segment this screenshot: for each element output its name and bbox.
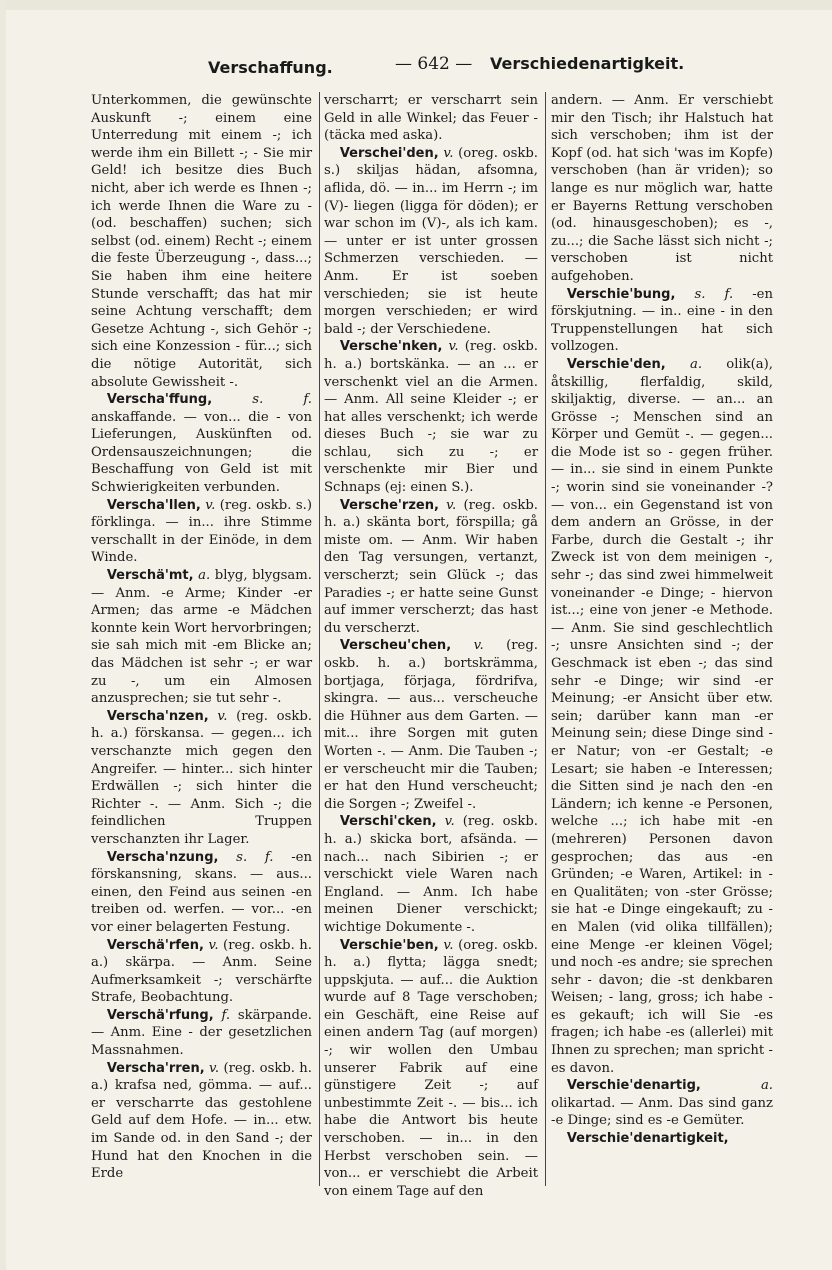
- running-header: [90, 52, 790, 84]
- column-1: [91, 92, 312, 1186]
- dictionary-entry: [91, 937, 312, 1007]
- dictionary-entry: [324, 637, 538, 813]
- headword: Verscha'nzung,: [106, 849, 219, 865]
- definition-text: skärpande. — Anm. Eine - der gesetzlichen Massnahmen.: [91, 1007, 312, 1059]
- definition-text: (reg. oskb. h. a.) bortskrämma, bortjaga, förjaga, fördrifva, skingra. — aus... verscheuche die Hühner aus dem Garten. — mit... ihre Sorgen mit guten Worten -. — Anm. Die Tauben -; er verscheucht mir die Tauben; er hat den Hund verscheucht; die Sorgen -; Zweifel -.: [324, 638, 538, 812]
- column-rule-2: [545, 92, 546, 1186]
- definition-text: (oreg. oskb. s.) skiljas hädan, afsomna, aflida, dö. — in... im Herrn -; im (V)- liegen (ligga för döden); er war schon im (V)-, als ich kam. — unter er ist unter grossen Schmerzen verschieden. — Anm. Er ist soeben verschieden; sie ist heute morgen verschieden; er wird bald -; der Verschiedene.: [324, 145, 538, 337]
- dictionary-entry: [551, 1130, 773, 1148]
- definition-text: (reg. oskb. h. a.) skicka bort, afsända. — nach... nach Sibirien -; er verschickt viele Waren nach England. — Anm. Ich habe meinen Diener verschickt; wichtige Dokumente -.: [324, 814, 538, 935]
- dictionary-entry: [91, 567, 312, 708]
- dictionary-entry: [551, 356, 773, 1077]
- page-top-edge: [0, 0, 832, 10]
- headword: Verscha'nzen,: [106, 708, 209, 724]
- definition-text: olik(a), åtskillig, flerfaldig, skild, skiljaktig, diverse. — an... an Grösse -; Menschen sind an Körper und Gemüt -. — gegen... die Mode ist so - gegen früher. — in... sie sind in einem Punkte -; worin sind sie voneinander -? — von... ein Gegenstand ist von dem andern an Grösse, in der Farbe, durch die Gestalt -; ihr Zweck ist von dem meinigen -, sehr -; das sind zwei himmelweit voneinander -e Dinge; - hiervon ist...; eine von jener -e Methode. — Anm. Sie sind geschlechtlich -; unsre Ansichten sind -; der Geschmack ist eben -; das sind sehr -e Dinge; wir sind -er Meinung; -er Ansicht über etw. sein; darüber kann man -er Meinung sein; diese Dinge sind -er Natur; von -er Gestalt; -e Lesart; sie haben -e Interessen; die Sitten sind je nach den -en Ländern; ich kenne -e Personen, welche ...; ich habe mit -en (mehreren) Personen davon gesprochen; das aus -en Gründen; -e Waren, Artikel: in -en Qualitäten; von -ster Grösse; sie hat -e Dinge eingekauft; zu -en Malen (vid olika tillfällen); eine Menge -er kleinen Vögel; und noch -es andre; sie sprechen sehr - davon; die -st denkbaren Weisen; - lang, gross; ich habe -es gekauft; ich will Sie -es fragen; ich habe -es (allerlei) mit Ihnen zu sprechen; man spricht -es davon.: [551, 356, 773, 1076]
- definition-text: (reg. oskb. h. a.) skärpa. — Anm. Seine Aufmerksamkeit -; verschärfte Strafe, Beobachtung.: [91, 937, 312, 1006]
- definition-text: (reg. oskb. s.) förklinga. — in... ihre Stimme verschallt in der Einöde, in dem Winde.: [91, 497, 312, 566]
- grammar-label: v.: [208, 937, 219, 953]
- grammar-label: v.: [205, 497, 216, 513]
- headword: Verschä'rfung,: [106, 1007, 214, 1023]
- headword: Versche'nken,: [339, 339, 443, 355]
- headword: Versche'rzen,: [339, 497, 439, 513]
- entry-continuation: verscharrt; er verscharrt sein Geld in alle Winkel; das Feuer - (täcka med aska).: [324, 93, 538, 144]
- dictionary-entry: [91, 1060, 312, 1183]
- dictionary-entry: [324, 338, 538, 496]
- headword: Verscha'llen,: [106, 497, 201, 513]
- grammar-label: v.: [443, 937, 454, 953]
- dictionary-entry: [551, 286, 773, 356]
- grammar-label: a.: [760, 1078, 773, 1094]
- grammar-label: v.: [443, 145, 454, 161]
- grammar-label: a.: [198, 568, 211, 584]
- definition-text: (reg. oskb. h. a.) krafsa ned, gömma. — auf... er verscharrte das gestohlene Geld auf dem Hofe. — in... etw. im Sande od. in den Sand -; der Hund hat den Knochen in die Erde: [91, 1060, 312, 1182]
- headword: Verschie'denartigkeit,: [566, 1131, 729, 1147]
- header-right-word: Verschiedenartigkeit.: [490, 54, 685, 73]
- dictionary-entry: [91, 849, 312, 937]
- dictionary-entry: [324, 145, 538, 339]
- definition-text: -en förskansning, skans. — aus... einen, den Feind aus seinen -en treiben od. werfen. — vor... -en vor einer belagerten Festung.: [91, 849, 312, 935]
- headword: Verschie'den,: [566, 356, 666, 372]
- grammar-label: f.: [221, 1007, 231, 1023]
- definition-text: blyg, blygsam. — Anm. -e Arme; Kinder -er Armen; das arme -e Mädchen konnte kein Wort hervorbringen; sie sah mich mit -em Blicke an; das Mädchen ist sehr -; er war zu -, um ein Almosen anzusprechen; sie tut sehr -.: [91, 568, 312, 707]
- dictionary-entry: [91, 391, 312, 497]
- dictionary-entry: [324, 937, 538, 1201]
- grammar-label: s. f.: [236, 849, 274, 865]
- page-left-edge: [0, 0, 6, 1270]
- grammar-label: v.: [448, 339, 459, 355]
- dictionary-entry: [91, 708, 312, 849]
- entry-continuation: andern. — Anm. Er verschiebt mir den Tisch; ihr Halstuch hat sich verschoben; ihm ist der Kopf (od. hat sich 'was im Kopfe) verschoben (han är vriden); so lange es nur möglich war, hatte er Bayerns Rettung verschoben (od. hinausgeschoben); es -, zu...; die Sache lässt sich nicht -; verschoben ist nicht aufgehoben.: [551, 93, 773, 284]
- definition-text: (reg. oskb. h. a.) förskansa. — gegen... ich verschanzte mich gegen den Angreifer. — hinter... sich hinter Erdwällen -; sich hinter die Richter -. — Anm. Sich -; die feindlichen Truppen verschanzten ihr Lager.: [91, 708, 312, 847]
- definition-text: (reg. oskb. h. a.) bortskänka. — an ... er verschenkt viel an die Armen. — Anm. All seine Kleider -; er hat alles verschenkt; ich werde dieses Buch -; sie war zu schlau, sich zu -; er verschenkte mir Bier und Schnaps (ej: einen S.).: [324, 339, 538, 496]
- dictionary-entry: [324, 813, 538, 936]
- grammar-label: v.: [209, 1060, 220, 1076]
- grammar-label: v.: [217, 708, 228, 724]
- entry-continuation: Unterkommen, die gewünschte Auskunft -; einem eine Unterredung mit einem -; ich werde ihm ein Billett -; - Sie mir Geld! ich besitze dies Buch nicht, aber ich werde es Ihnen -; ich werde Ihnen die Ware zu - (od. beschaffen) suchen; sich selbst (od. einem) Recht -; einem die feste Überzeugung -, dass...; Sie haben ihm eine heitere Stunde verschafft; das hat mir seine Achtung verschafft; dem Gesetze Achtung -, sich Gehör -; sich eine Konzession - für...; sich die nötige Autorität, sich absolute Gewissheit -.: [91, 93, 312, 390]
- dictionary-entry: [324, 497, 538, 638]
- definition-text: (oreg. oskb. h. a.) flytta; lägga snedt; uppskjuta. — auf... die Auktion wurde auf 8 Tage verschoben; ein Geschäft, eine Reise auf einen andern Tag (auf morgen) -; wir wollen den Umbau unserer Fabrik auf eine günstigere Zeit -; auf unbestimmte Zeit -. — bis... ich habe die Antwort bis heute verschoben. — in... in den Herbst verschoben sein. — von... er verschiebt die Arbeit von einem Tage auf den: [324, 937, 538, 1199]
- grammar-label: v.: [473, 638, 484, 654]
- grammar-label: s. f.: [694, 286, 734, 302]
- headword: Verschie'denartig,: [566, 1078, 701, 1094]
- headword: Verschei'den,: [339, 145, 439, 161]
- headword: Verscha'rren,: [106, 1060, 205, 1076]
- headword: Verschä'mt,: [106, 568, 194, 584]
- page-number: — 642 —: [395, 54, 473, 74]
- column-rule-1: [319, 92, 320, 1186]
- headword: Verschie'ben,: [339, 937, 439, 953]
- headword: Verscha'ffung,: [106, 392, 213, 408]
- grammar-label: s. f.: [252, 392, 312, 408]
- dictionary-entry: [91, 497, 312, 567]
- grammar-label: a.: [689, 356, 703, 372]
- definition-text: anskaffande. — von... die - von Lieferungen, Auskünften od. Ordensauszeichnungen; die Beschaffung von Geld ist mit Schwierigkeiten verbunden.: [91, 409, 312, 496]
- headword: Verscheu'chen,: [339, 638, 452, 654]
- grammar-label: v.: [446, 497, 457, 513]
- dictionary-entry: [551, 1077, 773, 1130]
- column-3: [551, 92, 773, 1186]
- definition-text: -en förskjutning. — in.. eine - in den Truppenstellungen hat sich vollzogen.: [551, 286, 773, 355]
- headword: Verschie'bung,: [566, 286, 676, 302]
- definition-text: (reg. oskb. h. a.) skänta bort, förspilla; gå miste om. — Anm. Wir haben den Tag versungen, vertanzt, verscherzt; sein Glück -; das Paradies -; er hatte seine Gunst auf immer verscherzt; das hast du verscherzt.: [324, 497, 538, 636]
- column-2: [324, 92, 538, 1199]
- dictionary-entry: [91, 1007, 312, 1060]
- header-left-word: Verschaffung.: [208, 58, 333, 77]
- headword: Verschä'rfen,: [106, 937, 204, 953]
- headword: Verschi'cken,: [339, 814, 437, 830]
- grammar-label: v.: [444, 814, 455, 830]
- definition-text: olikartad. — Anm. Das sind ganz -e Dinge; sind es -e Gemüter.: [551, 1095, 773, 1129]
